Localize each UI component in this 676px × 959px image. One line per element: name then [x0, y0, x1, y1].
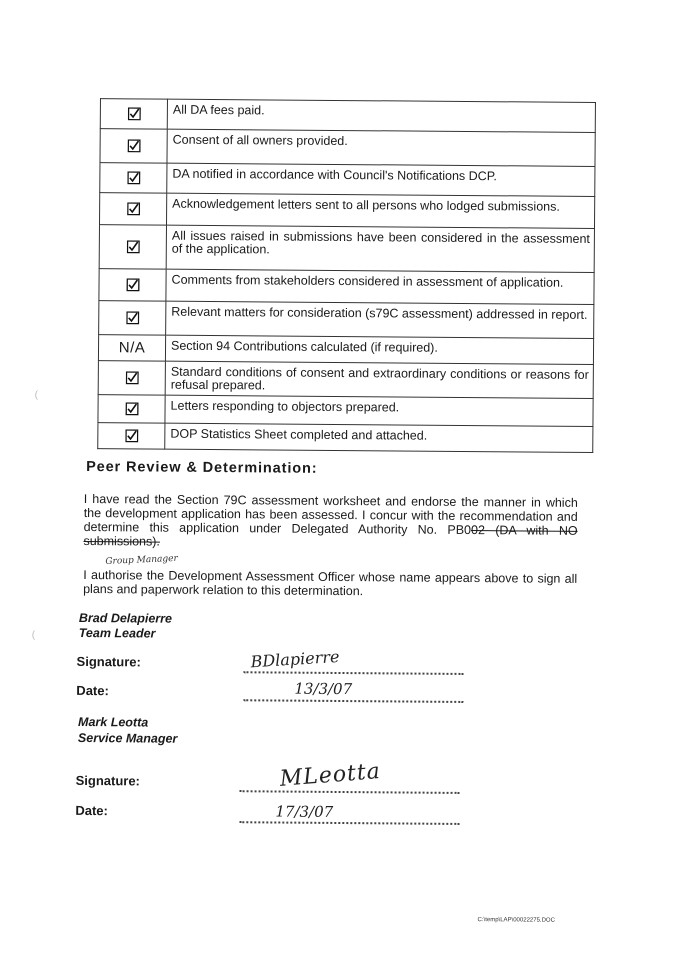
checklist-item-text: Relevant matters for consideration (s79C assessment) addressed in report. — [166, 301, 594, 338]
checked-box-icon — [126, 278, 139, 291]
file-path-footer: C:\temp\LAP\00022275.DOC — [477, 917, 555, 924]
checklist-item-text: Standard conditions of consent and extraordinary conditions or reasons for refusal prepared. — [165, 361, 593, 398]
checked-box-icon — [127, 171, 140, 184]
assessment-checklist-table — [97, 98, 596, 453]
checklist-row — [99, 301, 594, 339]
checklist-row — [98, 361, 593, 399]
signature-label: Signature: — [76, 653, 141, 670]
checklist-row — [98, 335, 593, 365]
checked-box-icon — [126, 240, 139, 253]
checklist-mark-cell — [99, 301, 166, 336]
checklist-row — [98, 423, 593, 453]
checklist-row — [100, 99, 595, 133]
date-line — [239, 821, 459, 825]
checklist-mark-cell — [100, 129, 167, 164]
signatory-title: Service Manager — [77, 730, 178, 746]
checklist-mark-cell — [98, 423, 165, 450]
checked-box-icon — [126, 311, 139, 324]
checklist-mark-cell — [98, 395, 165, 424]
scan-speck: ( — [34, 389, 39, 401]
checklist-mark-cell — [99, 225, 166, 270]
section-heading: Peer Review & Determination: — [86, 459, 318, 477]
signatory-title: Team Leader — [78, 625, 156, 641]
signatory-name: Brad Delapierre — [78, 610, 173, 626]
date-label: Date: — [75, 802, 108, 819]
not-applicable-mark: N/A — [118, 338, 146, 356]
checklist-row — [99, 225, 594, 273]
signature-label: Signature: — [75, 772, 140, 789]
date-label: Date: — [76, 682, 109, 699]
determination-text: I have read the Section 79C assessment worksheet and endorse the manner in which the development application has been assessed. I concur with the recommendation and determine this application under Delegated Authority No. PB0 — [83, 491, 578, 538]
checked-box-icon — [127, 202, 140, 215]
signature-line — [240, 790, 460, 794]
checklist-mark-cell — [98, 361, 165, 396]
checklist-item-text: Letters responding to objectors prepared. — [165, 395, 593, 426]
checklist-mark-cell — [99, 269, 166, 302]
authorisation-paragraph: I authorise the Development Assessment Officer whose name appears above to sign all plans and paperwork relation to this determination. — [83, 567, 578, 599]
checklist-row — [99, 269, 594, 305]
checklist-mark-cell — [98, 335, 165, 362]
checklist-row — [100, 129, 595, 167]
checked-box-icon — [125, 371, 138, 384]
checklist-row — [99, 193, 594, 229]
checklist-item-text: DOP Statistics Sheet completed and attached. — [165, 423, 593, 452]
handwritten-signature: BDlapierre — [250, 646, 340, 672]
checked-box-icon — [125, 402, 138, 415]
signatory-name: Mark Leotta — [78, 714, 149, 730]
date-line — [243, 699, 463, 703]
checklist-item-text: All DA fees paid. — [167, 99, 595, 132]
checked-box-icon — [125, 429, 138, 442]
handwritten-signature: MLeotta — [278, 758, 382, 792]
signature-line — [243, 671, 463, 675]
checked-box-icon — [127, 107, 140, 120]
checklist-item-text: Consent of all owners provided. — [167, 129, 595, 166]
handwritten-insert: Group Manager — [105, 553, 179, 568]
checklist-item-text: Acknowledgement letters sent to all persons who lodged submissions. — [166, 193, 594, 228]
determination-paragraph — [83, 492, 577, 552]
handwritten-date: 17/3/07 — [275, 802, 334, 821]
checklist-item-text: All issues raised in submissions have been considered in the assessment of the application. — [166, 225, 594, 272]
checklist-mark-cell — [100, 163, 167, 194]
checklist-mark-cell — [99, 193, 166, 226]
scan-speck: ( — [31, 629, 36, 641]
struck-through-text: 02 (DA with NO submissions). — [83, 523, 578, 549]
checklist-mark-cell — [100, 99, 167, 130]
checklist-item-text: DA notified in accordance with Council's Notifications DCP. — [167, 163, 595, 196]
handwritten-date: 13/3/07 — [294, 679, 353, 699]
checklist-item-text: Comments from stakeholders considered in assessment of application. — [166, 269, 594, 304]
checked-box-icon — [127, 139, 140, 152]
checklist-row — [100, 163, 595, 197]
checklist-item-text: Section 94 Contributions calculated (if required). — [165, 335, 593, 364]
checklist-row — [98, 395, 593, 427]
